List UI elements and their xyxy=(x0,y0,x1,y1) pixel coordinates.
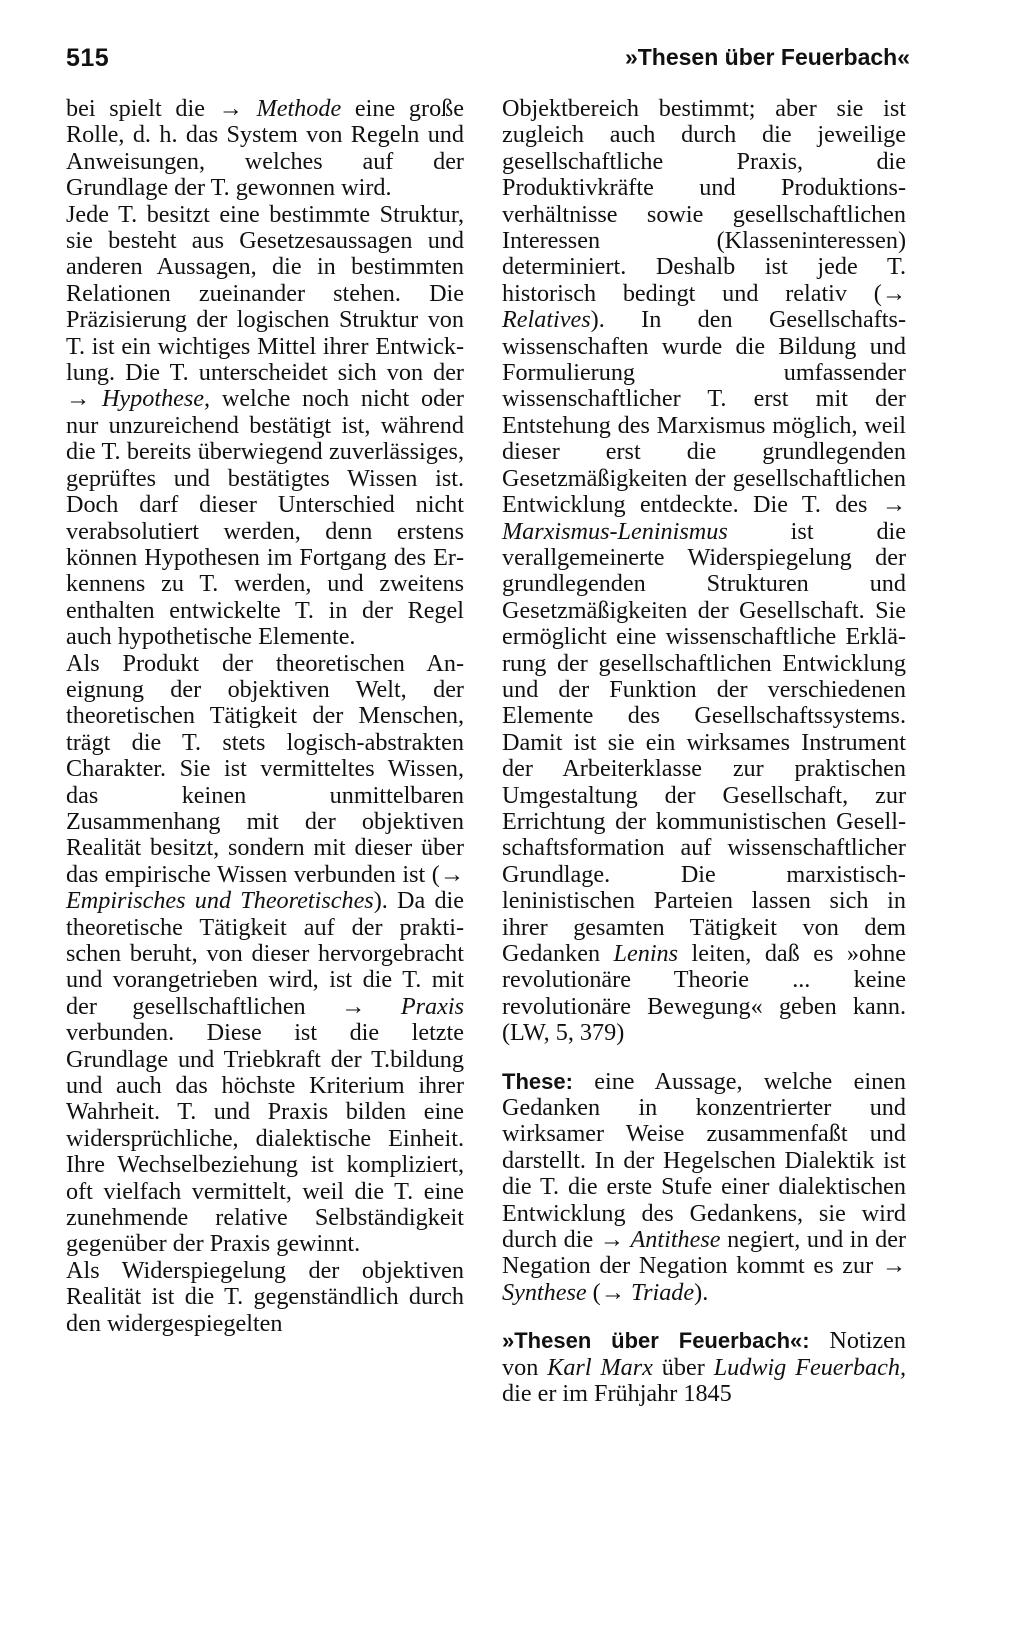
cross-reference-arrow-icon: → xyxy=(341,992,366,1020)
reference-karl-marx: Karl Marx xyxy=(547,1353,653,1381)
entry-term-thesen-ueber-feuerbach: »Thesen über Feuerbach«: xyxy=(502,1328,810,1354)
cross-reference-praxis[interactable]: Praxis xyxy=(400,992,464,1020)
text-run: ). Da die theoretische Tätigkeit auf der praktischen beruht, von dieser hervorgebracht und vorangetrieben wird, ist die T. mit der gesellschaftlichen xyxy=(66,887,464,1020)
entry-thesen-ueber-feuerbach xyxy=(502,1328,906,1407)
cross-reference-relatives[interactable]: Relatives xyxy=(502,306,591,334)
text-run: leiten, daß es »ohne revolutionäre Theorie ... keine revolutionäre Bewegung« geben kann. (LW, 5, 379) xyxy=(502,940,906,1047)
text-run: Notizen von xyxy=(502,1327,906,1381)
running-head: »Thesen über Feuerbach« xyxy=(624,44,910,70)
cross-reference-synthese[interactable]: Synthese xyxy=(502,1278,587,1306)
text-run: eine große Rolle, d. h. das System von Regeln und Anweisungen, welches auf der Grundlage der T. gewonnen wird. xyxy=(66,95,464,202)
paragraph-widerspiegelung xyxy=(66,1258,464,1337)
text-run: welche noch nicht oder nur unzureichend bestätigt ist, während die T. bereits überwiegend zuverlässiges, geprüftes und bestätigtes Wissen ist. Doch darf dieser Unterschied nicht verabsolutiert werden, denn erstens können Hypothesen im Fortgang des Erkennens zu T. werden, und zweitens enthalten entwickelte T. in der Regel auch hypothetische Elemente. xyxy=(66,385,464,651)
entry-term-these: These: xyxy=(502,1068,573,1094)
text-run: ). In den Gesellschaftswissenschaften wurde die Bildung und Formulierung umfassender wissenschaftlicher T. erst mit der Entstehung des Marxismus möglich, weil dieser erst die grundlegenden Gesetzmäßigkeiten der gesellschaftlichen Entwicklung entdeckte. Die T. des xyxy=(502,306,906,519)
cross-reference-arrow-icon: → xyxy=(881,1252,906,1280)
cross-reference-antithese[interactable]: Antithese xyxy=(630,1226,721,1254)
cross-reference-arrow-icon: → xyxy=(218,95,243,122)
reference-lenins: Lenins xyxy=(613,940,679,967)
cross-reference-triade[interactable]: Triade xyxy=(630,1278,695,1306)
cross-reference-hypothese[interactable]: Hypothese, xyxy=(101,385,211,413)
text-run: negiert, und in der Negation der Negation kommt es zur xyxy=(502,1226,907,1280)
text-run: Jede T. besitzt eine bestimmte Struktur, sie besteht aus Gesetzesaussagen und anderen Aussagen, die in bestimmten Relationen zueinander stehen. Die Präzisierung der logischen Struktur von T. ist ein wichtiges Mittel ihrer Entwicklung. Die T. unterscheidet sich von der xyxy=(66,200,464,387)
left-column xyxy=(66,96,464,1337)
text-run: die er im Frühjahr 1845 xyxy=(502,1380,732,1408)
paragraph-methode xyxy=(66,96,464,202)
page-number: 515 xyxy=(66,44,110,72)
entry-these xyxy=(502,1069,906,1307)
text-run: ). xyxy=(694,1278,709,1306)
text-run: verbunden. Diese ist die letzte Grundlage und Triebkraft der T.bildung und auch das höchste Kriterium ihrer Wahrheit. T. und Praxis bilden eine widersprüchliche, dialektische Einheit. Ihre Wechselbeziehung ist kompliziert, oft vielfach vermittelt, weil die T. eine zunehmende relative Selbständigkeit gegenüber der Praxis gewinnt. xyxy=(66,1019,464,1258)
text-run: Objektbereich bestimmt; aber sie ist zugleich auch durch die jeweilige gesellschaftliche Praxis, die Produktivkräfte und Produktionsverhältnisse sowie gesellschaftlichen Interessen (Klasseninteressen) determiniert. Deshalb ist jede T. historisch bedingt und relativ ( xyxy=(502,95,906,307)
cross-reference-arrow-icon: → xyxy=(66,385,91,413)
paragraph-objektbereich xyxy=(502,96,906,1047)
text-run: über xyxy=(652,1353,714,1381)
text-run: Als Widerspiegelung der objektiven Realität ist die T. gegenständlich durch den widergespiegelten xyxy=(66,1256,464,1337)
text-run: bei spielt die xyxy=(66,95,219,122)
right-column xyxy=(502,96,906,1408)
paragraph-struktur xyxy=(66,202,464,651)
reference-ludwig-feuerbach: Ludwig Feuerbach, xyxy=(713,1353,907,1381)
page-header xyxy=(66,44,910,84)
cross-reference-empirisches[interactable]: Empirisches und Theoretisches xyxy=(66,887,374,915)
text-run: eine Aussage, welche einen Gedanken in konzentrierter und wirksamer Weise zusammenfaßt und darstellt. In der Hegelschen Dialektik ist die T. die erste Stufe einer dialektischen Entwicklung des Gedankens, sie wird durch die xyxy=(502,1067,906,1254)
cross-reference-arrow-icon: → xyxy=(881,279,906,307)
text-run: ist die verallgemeinerte Widerspiegelung der grundlegenden Strukturen und Gesetzmäßigkeiten der Gesellschaft. Sie ermöglicht eine wissenschaftliche Erklärung der gesellschaftlichen Entwicklung und der Funktion der verschiedenen Elemente des Gesellschaftssystems. Damit ist sie ein wirksames Instrument der Arbeiterklasse zur praktischen Umgestaltung der Gesellschaft, zur Errichtung der kommunistischen Gesellschaftsformation auf wissenschaftlicher Grundlage. Die marxistisch-leninistischen Parteien lassen sich in ihrer gesamten Tätigkeit von dem Gedanken xyxy=(502,517,906,967)
cross-reference-marxismus-leninismus[interactable]: Marxismus-Leninismus xyxy=(502,517,728,545)
cross-reference-arrow-icon: → xyxy=(881,491,906,519)
cross-reference-methode[interactable]: Methode xyxy=(256,95,342,122)
paragraph-produkt xyxy=(66,651,464,1258)
cross-reference-arrow-icon: → xyxy=(599,1226,624,1254)
cross-reference-arrow-icon: → xyxy=(439,860,464,888)
text-run: Als Produkt der theoretischen Aneignung der objektiven Welt, der theoretischen Tätigkeit der Menschen, trägt die T. stets logisch-abstrakten Charakter. Sie ist vermitteltes Wissen, das keinen unmittelbaren Zusammenhang mit der objektiven Realität besitzt, sondern mit dieser über das empirische Wissen verbunden ist ( xyxy=(66,649,464,888)
text-run: ( xyxy=(586,1278,601,1306)
cross-reference-arrow-icon: → xyxy=(600,1278,625,1306)
